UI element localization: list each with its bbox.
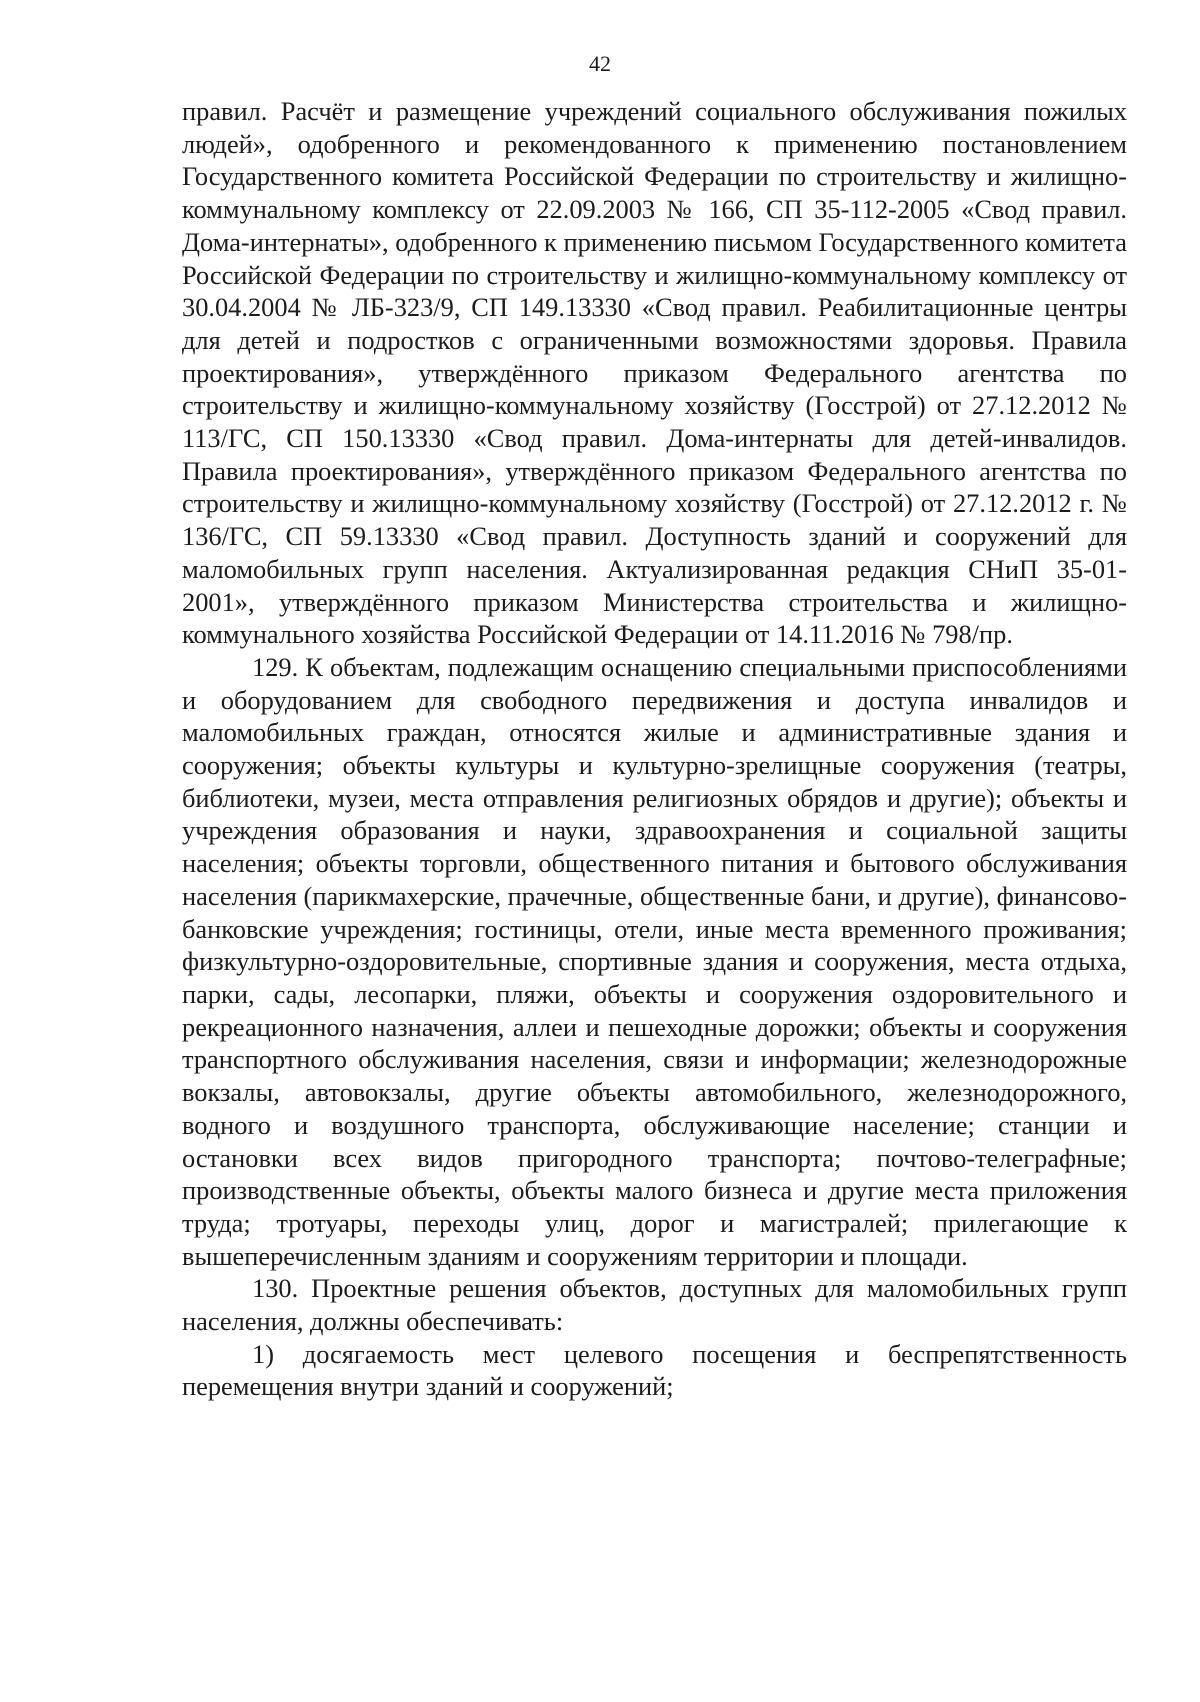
paragraph-129: 129. К объектам, подлежащим оснащению специальными приспособлениями и оборудованием для свободного передвижения и доступа инвалидов и маломобильных граждан, относятся жилые и административные здания и сооружения; объекты культуры и культурно-зрелищные сооружения (театры, библиотеки, музеи, места отправления религиозных обрядов и другие); объекты и учреждения образования и науки, здравоохранения и социальной защиты населения; объекты торговли, общественного питания и бытового обслуживания населения (парикмахерские, прачечные, общественные бани, и другие), финансово-банковские учреждения; гостиницы, отели, иные места временного проживания; физкультурно-оздоровительные, спортивные здания и сооружения, места отдыха, парки, сады, лесопарки, пляжи, объекты и сооружения оздоровительного и рекреационного назначения, аллеи и пешеходные дорожки; объекты и сооружения транспортного обслуживания населения, связи и информации; железнодорожные вокзалы, автовокзалы, другие объекты автомобильного, железнодорожного, водного и воздушного транспорта, обслуживающие население; станции и остановки всех видов пригородного транспорта; почтово-телеграфные; производственные объекты, объекты малого бизнеса и другие места приложения труда; тротуары, переходы улиц, дорог и магистралей; прилегающие к вышеперечисленным зданиям и сооружениям территории и площади. <box>182 651 1127 1271</box>
document-body <box>182 95 1127 1403</box>
page-number: 42 <box>589 51 611 76</box>
list-item-1: 1) досягаемость мест целевого посещения и беспрепятственность перемещения внутри зданий и сооружений; <box>182 1338 1127 1402</box>
paragraph-130: 130. Проектные решения объектов, доступных для маломобильных групп населения, должны обеспечивать: <box>182 1273 1127 1337</box>
paragraph-continuation: правил. Расчёт и размещение учреждений социального обслуживания пожилых людей», одобренного и рекомендованного к применению постановлением Государственного комитета Российской Федерации по строительству и жилищно-коммунальному комплексу от 22.09.2003 № 166, СП 35-112-2005 «Свод правил. Дома-интернаты», одобренного к применению письмом Государственного комитета Российской Федерации по строительству и жилищно-коммунальному комплексу от 30.04.2004 № ЛБ-323/9, СП 149.13330 «Свод правил. Реабилитационные центры для детей и подростков с ограниченными возможностями здоровья. Правила проектирования», утверждённого приказом Федерального агентства по строительству и жилищно-коммунальному хозяйству (Госстрой) от 27.12.2012 № 113/ГС, СП 150.13330 «Свод правил. Дома-интернаты для детей-инвалидов. Правила проектирования», утверждённого приказом Федерального агентства по строительству и жилищно-коммунальному хозяйству (Госстрой) от 27.12.2012 г. № 136/ГС, СП 59.13330 «Свод правил. Доступность зданий и сооружений для маломобильных групп населения. Актуализированная редакция СНиП 35-01-2001», утверждённого приказом Министерства строительства и жилищно-коммунального хозяйства Российской Федерации от 14.11.2016 № 798/пр. <box>182 96 1127 650</box>
